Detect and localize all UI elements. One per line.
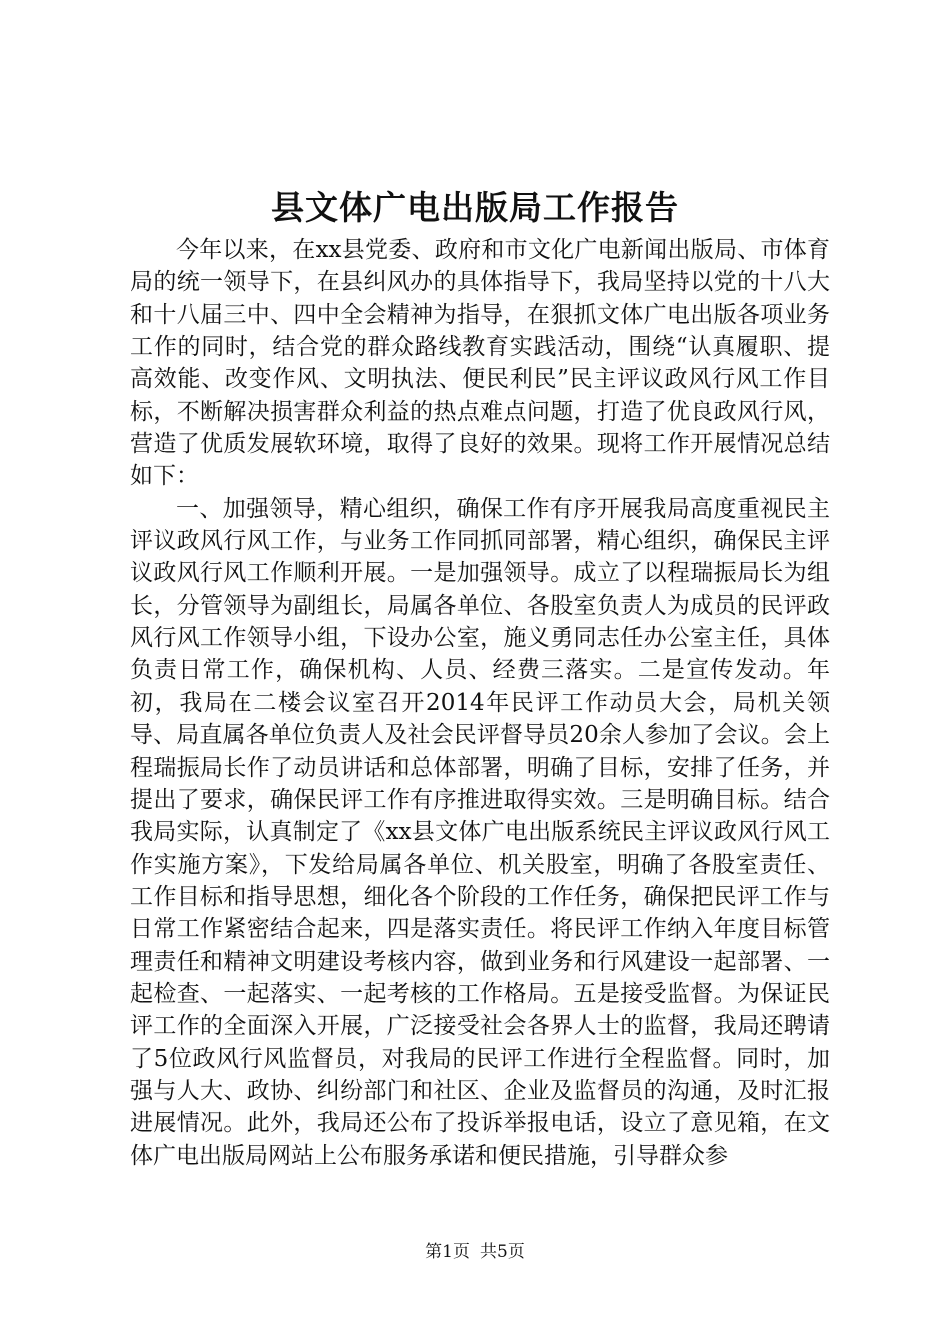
paragraph-intro: 今年以来，在xx县党委、政府和市文化广电新闻出版局、市体育局的统一领导下，在县纠风办的具体指导下，我局坚持以党的十八大和十八届三中、四中全会精神为指导，在狠抓文体广电出版各项业务工作的同时，结合党的群众路线教育实践活动，围绕“认真履职、提高效能、改变作风、文明执法、便民利民”民主评议政风行风工作目标，不断解决损害群众利益的热点难点问题，打造了优良政风行风，营造了优质发展软环境，取得了良好的效果。现将工作开展情况总结如下： <box>130 237 830 490</box>
page-number: 第1页 <box>425 1242 470 1262</box>
paragraph-section-one: 一、加强领导，精心组织，确保工作有序开展我局高度重视民主评议政风行风工作，与业务工作同抓同部署，精心组织，确保民主评议政风行风工作顺利开展。一是加强领导。成立了以程瑞振局长为组长，分管领导为副组长，局属各单位、各股室负责人为成员的民评政风行风工作领导小组，下设办公室，施义勇同志任办公室主任，具体负责日常工作，确保机构、人员、经费三落实。二是宣传发动。年初，我局在二楼会议室召开2014年民评工作动员大会，局机关领导、局直属各单位负责人及社会民评督导员20余人参加了会议。会上程瑞振局长作了动员讲话和总体部署，明确了目标，安排了任务，并提出了要求，确保民评工作有序推进取得实效。三是明确目标。结合我局实际，认真制定了《xx县文体广电出版系统民主评议政风行风工作实施方案》，下发给局属各单位、机关股室，明确了各股室责任、工作目标和指导思想，细化各个阶段的工作任务，确保把民评工作与日常工作紧密结合起来，四是落实责任。将民评工作纳入年度目标管理责任和精神文明建设考核内容，做到业务和行风建设一起部署、一起检查、一起落实、一起考核的工作格局。五是接受监督。为保证民评工作的全面深入开展，广泛接受社会各界人士的监督，我局还聘请了5位政风行风监督员，对我局的民评工作进行全程监督。同时，加强与人大、政协、纠纷部门和社区、企业及监督员的沟通，及时汇报进展情况。此外，我局还公布了投诉举报电话，设立了意见箱，在文体广电出版局网站上公布服务承诺和便民措施，引导群众参 <box>130 495 830 1169</box>
document-body <box>130 234 830 1172</box>
page-footer <box>0 1240 950 1264</box>
document-title: 县文体广电出版局工作报告 <box>271 188 679 227</box>
page-total: 共5页 <box>480 1242 525 1262</box>
